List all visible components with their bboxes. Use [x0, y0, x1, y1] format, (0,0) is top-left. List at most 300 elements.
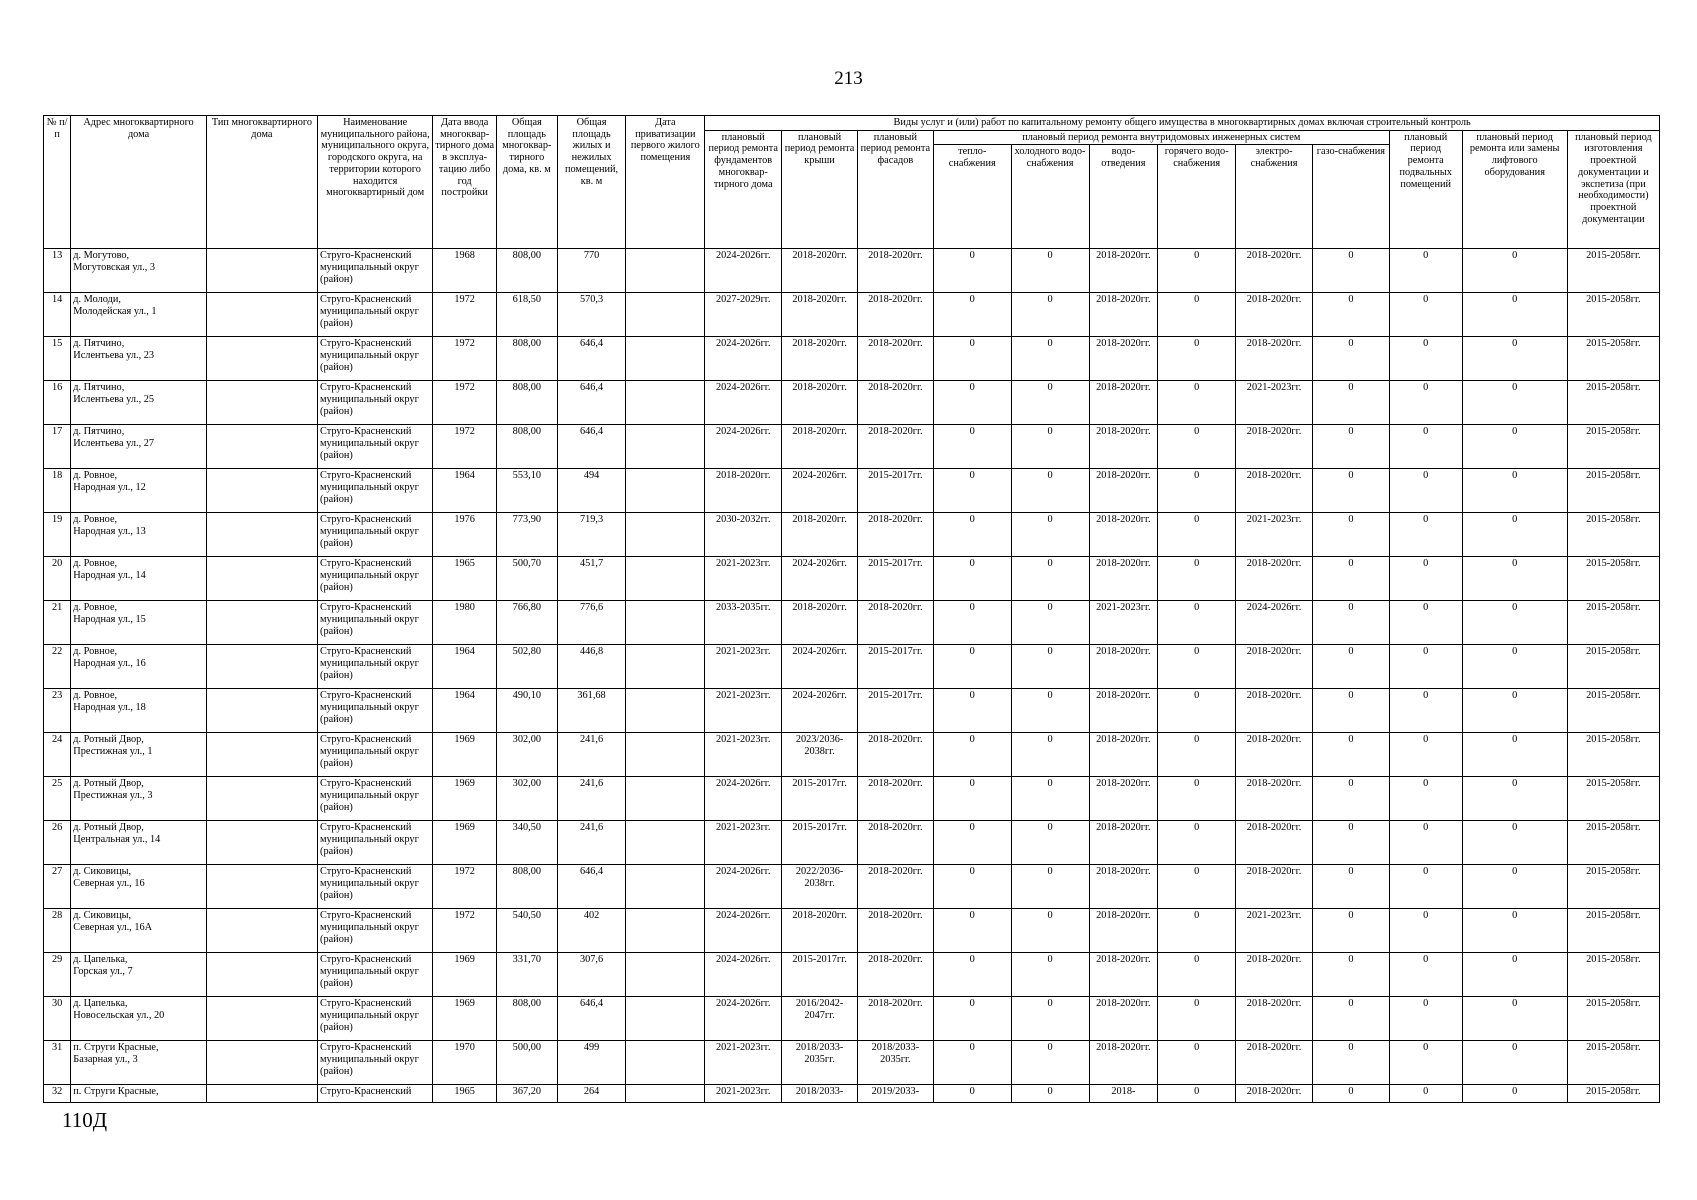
- row-address-line2: Ислентьева ул., 23: [73, 350, 155, 362]
- row-address: [71, 425, 207, 469]
- row-year: 1972: [433, 381, 497, 425]
- header-district: Наименование муниципального района, муниципального округа, городского округа, на территории которого находится многоквартирный дом: [318, 116, 433, 249]
- header-commission-date: Дата ввода многоквар-тирного дома в эксплуа-тацию либо год постройки: [433, 116, 497, 249]
- row-gas: 0: [1312, 601, 1389, 645]
- row-year: 1965: [433, 1085, 497, 1103]
- row-hot-water: 0: [1158, 249, 1236, 293]
- row-district: Струго-Красненский муниципальный округ (район): [318, 645, 433, 689]
- row-house-type: [206, 689, 317, 733]
- row-design-docs: 2015-2058гг.: [1567, 513, 1659, 557]
- row-hot-water: 0: [1158, 337, 1236, 381]
- row-address-line1: д. Цапелька,: [73, 998, 128, 1010]
- row-roof: 2024-2026гг.: [782, 557, 858, 601]
- row-foundation: 2024-2026гг.: [705, 381, 782, 425]
- row-design-docs: 2015-2058гг.: [1567, 821, 1659, 865]
- row-year: 1969: [433, 777, 497, 821]
- row-foundation: 2024-2026гг.: [705, 337, 782, 381]
- header-design-docs: плановый период изготовления проектной документации и экспетиза (при необходимости) проектной документации: [1567, 130, 1659, 249]
- row-address-line2: Центральная ул., 14: [73, 834, 161, 846]
- row-privatization-date: [626, 513, 705, 557]
- row-electricity: 2018-2020гг.: [1236, 953, 1313, 997]
- row-facade: 2018-2020гг.: [857, 425, 933, 469]
- row-drainage: 2018-2020гг.: [1089, 293, 1158, 337]
- row-electricity: 2021-2023гг.: [1236, 381, 1313, 425]
- row-number: 23: [44, 689, 71, 733]
- row-heat: 0: [933, 865, 1011, 909]
- row-number: 25: [44, 777, 71, 821]
- row-elevator: 0: [1462, 865, 1567, 909]
- row-address-line1: д. Ротный Двор,: [73, 822, 144, 834]
- row-electricity: 2018-2020гг.: [1236, 689, 1313, 733]
- row-gas: 0: [1312, 689, 1389, 733]
- row-total-area: 302,00: [497, 777, 558, 821]
- row-house-type: [206, 953, 317, 997]
- row-gas: 0: [1312, 777, 1389, 821]
- row-address: [71, 381, 207, 425]
- row-drainage: 2018-2020гг.: [1089, 249, 1158, 293]
- row-design-docs: 2015-2058гг.: [1567, 601, 1659, 645]
- row-elevator: 0: [1462, 689, 1567, 733]
- table-row: [44, 909, 1660, 953]
- row-facade: 2015-2017гг.: [857, 469, 933, 513]
- row-drainage: 2018-2020гг.: [1089, 513, 1158, 557]
- row-facade: 2018-2020гг.: [857, 337, 933, 381]
- row-foundation: 2024-2026гг.: [705, 425, 782, 469]
- header-works-group: Виды услуг и (или) работ по капитальному ремонту общего имущества в многоквартирных домах включая строительный контроль: [705, 116, 1660, 131]
- row-drainage: 2018-2020гг.: [1089, 1041, 1158, 1085]
- row-address-line1: д. Ровное,: [73, 514, 118, 526]
- row-year: 1970: [433, 1041, 497, 1085]
- row-electricity: 2018-2020гг.: [1236, 997, 1313, 1041]
- row-number: 16: [44, 381, 71, 425]
- header-privatization-date: Дата приватизации первого жилого помещения: [626, 116, 705, 249]
- row-address: [71, 469, 207, 513]
- row-electricity: 2024-2026гг.: [1236, 601, 1313, 645]
- row-address: [71, 997, 207, 1041]
- row-residential-area: 494: [557, 469, 626, 513]
- row-address-line1: д. Пятчино,: [73, 426, 125, 438]
- row-house-type: [206, 1041, 317, 1085]
- row-district: Струго-Красненский муниципальный округ (район): [318, 425, 433, 469]
- row-address: [71, 1085, 207, 1103]
- row-privatization-date: [626, 953, 705, 997]
- row-year: 1969: [433, 733, 497, 777]
- table-row: [44, 557, 1660, 601]
- row-basement: 0: [1389, 557, 1462, 601]
- table-row: [44, 953, 1660, 997]
- row-roof: 2018-2020гг.: [782, 381, 858, 425]
- row-gas: 0: [1312, 821, 1389, 865]
- row-district: Струго-Красненский муниципальный округ (район): [318, 337, 433, 381]
- row-total-area: 808,00: [497, 425, 558, 469]
- row-facade: 2018/2033-2035гг.: [857, 1041, 933, 1085]
- row-foundation: 2024-2026гг.: [705, 997, 782, 1041]
- row-district: Струго-Красненский муниципальный округ (район): [318, 293, 433, 337]
- row-facade: 2018-2020гг.: [857, 909, 933, 953]
- row-drainage: 2018-2020гг.: [1089, 997, 1158, 1041]
- row-design-docs: 2015-2058гг.: [1567, 777, 1659, 821]
- row-year: 1969: [433, 953, 497, 997]
- row-address-line1: д. Сиковицы,: [73, 910, 132, 922]
- row-total-area: 502,80: [497, 645, 558, 689]
- row-district: Струго-Красненский муниципальный округ (район): [318, 689, 433, 733]
- row-cold-water: 0: [1011, 425, 1089, 469]
- row-facade: 2015-2017гг.: [857, 645, 933, 689]
- row-residential-area: 361,68: [557, 689, 626, 733]
- row-number: 14: [44, 293, 71, 337]
- row-roof: 2015-2017гг.: [782, 953, 858, 997]
- row-roof: 2018-2020гг.: [782, 909, 858, 953]
- row-facade: 2018-2020гг.: [857, 513, 933, 557]
- table-row: [44, 1085, 1660, 1103]
- row-basement: 0: [1389, 909, 1462, 953]
- row-residential-area: 646,4: [557, 425, 626, 469]
- row-year: 1972: [433, 865, 497, 909]
- row-privatization-date: [626, 1041, 705, 1085]
- row-design-docs: 2015-2058гг.: [1567, 337, 1659, 381]
- row-privatization-date: [626, 425, 705, 469]
- row-cold-water: 0: [1011, 469, 1089, 513]
- row-foundation: 2024-2026гг.: [705, 865, 782, 909]
- row-year: 1972: [433, 425, 497, 469]
- row-year: 1972: [433, 293, 497, 337]
- row-drainage: 2018-2020гг.: [1089, 821, 1158, 865]
- row-year: 1976: [433, 513, 497, 557]
- row-foundation: 2021-2023гг.: [705, 689, 782, 733]
- row-gas: 0: [1312, 293, 1389, 337]
- row-heat: 0: [933, 381, 1011, 425]
- row-total-area: 500,70: [497, 557, 558, 601]
- row-residential-area: 241,6: [557, 777, 626, 821]
- row-number: 17: [44, 425, 71, 469]
- row-electricity: 2018-2020гг.: [1236, 337, 1313, 381]
- row-facade: 2015-2017гг.: [857, 689, 933, 733]
- table-row: [44, 865, 1660, 909]
- row-facade: 2018-2020гг.: [857, 821, 933, 865]
- row-basement: 0: [1389, 249, 1462, 293]
- row-drainage: 2018-2020гг.: [1089, 733, 1158, 777]
- row-total-area: 773,90: [497, 513, 558, 557]
- row-house-type: [206, 909, 317, 953]
- row-drainage: 2018-2020гг.: [1089, 865, 1158, 909]
- row-hot-water: 0: [1158, 601, 1236, 645]
- row-electricity: 2018-2020гг.: [1236, 1085, 1313, 1103]
- row-electricity: 2018-2020гг.: [1236, 733, 1313, 777]
- row-facade: 2018-2020гг.: [857, 953, 933, 997]
- row-electricity: 2018-2020гг.: [1236, 777, 1313, 821]
- row-privatization-date: [626, 997, 705, 1041]
- row-electricity: 2018-2020гг.: [1236, 821, 1313, 865]
- row-basement: 0: [1389, 953, 1462, 997]
- row-residential-area: 570,3: [557, 293, 626, 337]
- row-district: Струго-Красненский муниципальный округ (район): [318, 381, 433, 425]
- row-privatization-date: [626, 293, 705, 337]
- row-cold-water: 0: [1011, 1041, 1089, 1085]
- table-row: [44, 293, 1660, 337]
- row-elevator: 0: [1462, 821, 1567, 865]
- row-district: Струго-Красненский муниципальный округ (район): [318, 821, 433, 865]
- row-elevator: 0: [1462, 337, 1567, 381]
- row-privatization-date: [626, 337, 705, 381]
- row-electricity: 2021-2023гг.: [1236, 909, 1313, 953]
- row-foundation: 2027-2029гг.: [705, 293, 782, 337]
- row-residential-area: 646,4: [557, 337, 626, 381]
- row-cold-water: 0: [1011, 1085, 1089, 1103]
- row-drainage: 2018-2020гг.: [1089, 689, 1158, 733]
- row-address-line1: д. Цапелька,: [73, 954, 128, 966]
- row-total-area: 540,50: [497, 909, 558, 953]
- row-hot-water: 0: [1158, 513, 1236, 557]
- row-basement: 0: [1389, 733, 1462, 777]
- row-roof: 2024-2026гг.: [782, 689, 858, 733]
- row-drainage: 2018-2020гг.: [1089, 337, 1158, 381]
- row-number: 31: [44, 1041, 71, 1085]
- header-total-area: Общая площадь многоквар-тирного дома, кв. м: [497, 116, 558, 249]
- row-drainage: 2018-2020гг.: [1089, 777, 1158, 821]
- row-drainage: 2018-2020гг.: [1089, 469, 1158, 513]
- row-address-line1: д. Сиковицы,: [73, 866, 132, 878]
- row-design-docs: 2015-2058гг.: [1567, 997, 1659, 1041]
- row-house-type: [206, 469, 317, 513]
- row-cold-water: 0: [1011, 953, 1089, 997]
- row-design-docs: 2015-2058гг.: [1567, 249, 1659, 293]
- row-heat: 0: [933, 733, 1011, 777]
- row-district: Струго-Красненский муниципальный округ (район): [318, 1041, 433, 1085]
- row-elevator: 0: [1462, 293, 1567, 337]
- row-number: 20: [44, 557, 71, 601]
- header-residential-area: Общая площадь жилых и нежилых помещений, кв. м: [557, 116, 626, 249]
- row-number: 22: [44, 645, 71, 689]
- row-address-line2: Молодейская ул., 1: [73, 306, 157, 318]
- row-residential-area: 264: [557, 1085, 626, 1103]
- row-address-line2: Народная ул., 18: [73, 702, 146, 714]
- row-address: [71, 337, 207, 381]
- row-electricity: 2018-2020гг.: [1236, 1041, 1313, 1085]
- row-house-type: [206, 337, 317, 381]
- row-address-line1: д. Молоди,: [73, 294, 121, 306]
- row-roof: 2018/2033-: [782, 1085, 858, 1103]
- row-heat: 0: [933, 469, 1011, 513]
- row-elevator: 0: [1462, 777, 1567, 821]
- row-privatization-date: [626, 557, 705, 601]
- row-privatization-date: [626, 469, 705, 513]
- row-facade: 2015-2017гг.: [857, 557, 933, 601]
- row-facade: 2018-2020гг.: [857, 381, 933, 425]
- row-electricity: 2018-2020гг.: [1236, 645, 1313, 689]
- row-heat: 0: [933, 689, 1011, 733]
- table-row: [44, 601, 1660, 645]
- row-gas: 0: [1312, 381, 1389, 425]
- row-hot-water: 0: [1158, 733, 1236, 777]
- row-privatization-date: [626, 601, 705, 645]
- row-roof: 2015-2017гг.: [782, 777, 858, 821]
- row-number: 21: [44, 601, 71, 645]
- row-residential-area: 241,6: [557, 821, 626, 865]
- row-foundation: 2018-2020гг.: [705, 469, 782, 513]
- row-foundation: 2021-2023гг.: [705, 1041, 782, 1085]
- row-address-line2: Северная ул., 16А: [73, 922, 153, 934]
- header-num: № п/п: [44, 116, 71, 249]
- table-row: [44, 997, 1660, 1041]
- header-hot-water: горячего водо-снабжения: [1158, 145, 1236, 249]
- footer-code: 110Д: [62, 1108, 108, 1132]
- row-gas: 0: [1312, 249, 1389, 293]
- row-roof: 2024-2026гг.: [782, 645, 858, 689]
- row-residential-area: 446,8: [557, 645, 626, 689]
- row-address: [71, 733, 207, 777]
- header-elevator: плановый период ремонта или замены лифтового оборудования: [1462, 130, 1567, 249]
- row-year: 1969: [433, 997, 497, 1041]
- row-district: Струго-Красненский муниципальный округ (район): [318, 733, 433, 777]
- row-design-docs: 2015-2058гг.: [1567, 557, 1659, 601]
- row-district: Струго-Красненский муниципальный округ (район): [318, 469, 433, 513]
- row-address-line2: Горская ул., 7: [73, 966, 133, 978]
- row-address: [71, 865, 207, 909]
- row-total-area: 618,50: [497, 293, 558, 337]
- row-cold-water: 0: [1011, 601, 1089, 645]
- row-cold-water: 0: [1011, 513, 1089, 557]
- table-body: [44, 249, 1660, 1103]
- row-hot-water: 0: [1158, 1041, 1236, 1085]
- row-basement: 0: [1389, 293, 1462, 337]
- row-cold-water: 0: [1011, 777, 1089, 821]
- row-number: 24: [44, 733, 71, 777]
- row-residential-area: 776,6: [557, 601, 626, 645]
- row-roof: 2024-2026гг.: [782, 469, 858, 513]
- row-address-line2: Народная ул., 14: [73, 570, 146, 582]
- row-basement: 0: [1389, 513, 1462, 557]
- row-cold-water: 0: [1011, 249, 1089, 293]
- row-cold-water: 0: [1011, 733, 1089, 777]
- row-number: 28: [44, 909, 71, 953]
- row-district: Струго-Красненский муниципальный округ (район): [318, 557, 433, 601]
- row-total-area: 808,00: [497, 997, 558, 1041]
- row-address-line2: Народная ул., 13: [73, 526, 146, 538]
- row-year: 1964: [433, 469, 497, 513]
- row-cold-water: 0: [1011, 293, 1089, 337]
- header-house-type: Тип многоквартирного дома: [206, 116, 317, 249]
- row-number: 13: [44, 249, 71, 293]
- header-cold-water: холодного водо-снабжения: [1011, 145, 1089, 249]
- row-address: [71, 557, 207, 601]
- row-electricity: 2018-2020гг.: [1236, 293, 1313, 337]
- row-drainage: 2018-2020гг.: [1089, 425, 1158, 469]
- row-elevator: 0: [1462, 953, 1567, 997]
- row-foundation: 2024-2026гг.: [705, 777, 782, 821]
- row-heat: 0: [933, 953, 1011, 997]
- row-number: 29: [44, 953, 71, 997]
- row-heat: 0: [933, 337, 1011, 381]
- row-number: 19: [44, 513, 71, 557]
- row-house-type: [206, 601, 317, 645]
- row-elevator: 0: [1462, 381, 1567, 425]
- row-elevator: 0: [1462, 997, 1567, 1041]
- row-number: 18: [44, 469, 71, 513]
- row-heat: 0: [933, 645, 1011, 689]
- row-elevator: 0: [1462, 909, 1567, 953]
- row-address-line2: Престижная ул., 1: [73, 746, 153, 758]
- row-roof: 2023/2036-2038гг.: [782, 733, 858, 777]
- row-gas: 0: [1312, 997, 1389, 1041]
- row-basement: 0: [1389, 1085, 1462, 1103]
- row-total-area: 490,10: [497, 689, 558, 733]
- row-year: 1965: [433, 557, 497, 601]
- header-address: Адрес многоквартирного дома: [71, 116, 207, 249]
- row-gas: 0: [1312, 733, 1389, 777]
- row-address-line2: Новосельская ул., 20: [73, 1010, 165, 1022]
- row-address-line2: Базарная ул., 3: [73, 1054, 138, 1066]
- row-design-docs: 2015-2058гг.: [1567, 733, 1659, 777]
- row-electricity: 2018-2020гг.: [1236, 557, 1313, 601]
- row-heat: 0: [933, 425, 1011, 469]
- row-address-line2: Народная ул., 15: [73, 614, 146, 626]
- row-privatization-date: [626, 909, 705, 953]
- row-drainage: 2018-2020гг.: [1089, 557, 1158, 601]
- row-residential-area: 402: [557, 909, 626, 953]
- table-row: [44, 425, 1660, 469]
- row-address: [71, 689, 207, 733]
- row-gas: 0: [1312, 469, 1389, 513]
- row-elevator: 0: [1462, 249, 1567, 293]
- row-gas: 0: [1312, 1085, 1389, 1103]
- table-row: [44, 777, 1660, 821]
- row-year: 1968: [433, 249, 497, 293]
- table-row: [44, 645, 1660, 689]
- row-residential-area: 499: [557, 1041, 626, 1085]
- row-electricity: 2018-2020гг.: [1236, 469, 1313, 513]
- row-residential-area: 241,6: [557, 733, 626, 777]
- row-elevator: 0: [1462, 601, 1567, 645]
- row-foundation: 2024-2026гг.: [705, 953, 782, 997]
- row-design-docs: 2015-2058гг.: [1567, 1041, 1659, 1085]
- row-district: Струго-Красненский муниципальный округ (район): [318, 909, 433, 953]
- row-elevator: 0: [1462, 1041, 1567, 1085]
- row-district: Струго-Красненский муниципальный округ (район): [318, 513, 433, 557]
- row-electricity: 2018-2020гг.: [1236, 249, 1313, 293]
- row-cold-water: 0: [1011, 865, 1089, 909]
- row-total-area: 302,00: [497, 733, 558, 777]
- row-address: [71, 777, 207, 821]
- row-basement: 0: [1389, 865, 1462, 909]
- header-basement: плановый период ремонта подвальных помещений: [1389, 130, 1462, 249]
- row-design-docs: 2015-2058гг.: [1567, 425, 1659, 469]
- row-number: 15: [44, 337, 71, 381]
- row-house-type: [206, 997, 317, 1041]
- row-elevator: 0: [1462, 425, 1567, 469]
- row-house-type: [206, 425, 317, 469]
- row-foundation: 2021-2023гг.: [705, 1085, 782, 1103]
- table-row: [44, 689, 1660, 733]
- row-cold-water: 0: [1011, 821, 1089, 865]
- row-design-docs: 2015-2058гг.: [1567, 1085, 1659, 1103]
- row-hot-water: 0: [1158, 777, 1236, 821]
- row-hot-water: 0: [1158, 645, 1236, 689]
- row-heat: 0: [933, 293, 1011, 337]
- row-address-line1: д. Ротный Двор,: [73, 734, 144, 746]
- row-address: [71, 821, 207, 865]
- header-facade: плановый период ремонта фасадов: [857, 130, 933, 249]
- row-facade: 2018-2020гг.: [857, 733, 933, 777]
- row-residential-area: 451,7: [557, 557, 626, 601]
- row-house-type: [206, 865, 317, 909]
- row-privatization-date: [626, 689, 705, 733]
- row-basement: 0: [1389, 601, 1462, 645]
- row-heat: 0: [933, 1085, 1011, 1103]
- row-total-area: 340,50: [497, 821, 558, 865]
- row-house-type: [206, 645, 317, 689]
- row-privatization-date: [626, 249, 705, 293]
- row-house-type: [206, 249, 317, 293]
